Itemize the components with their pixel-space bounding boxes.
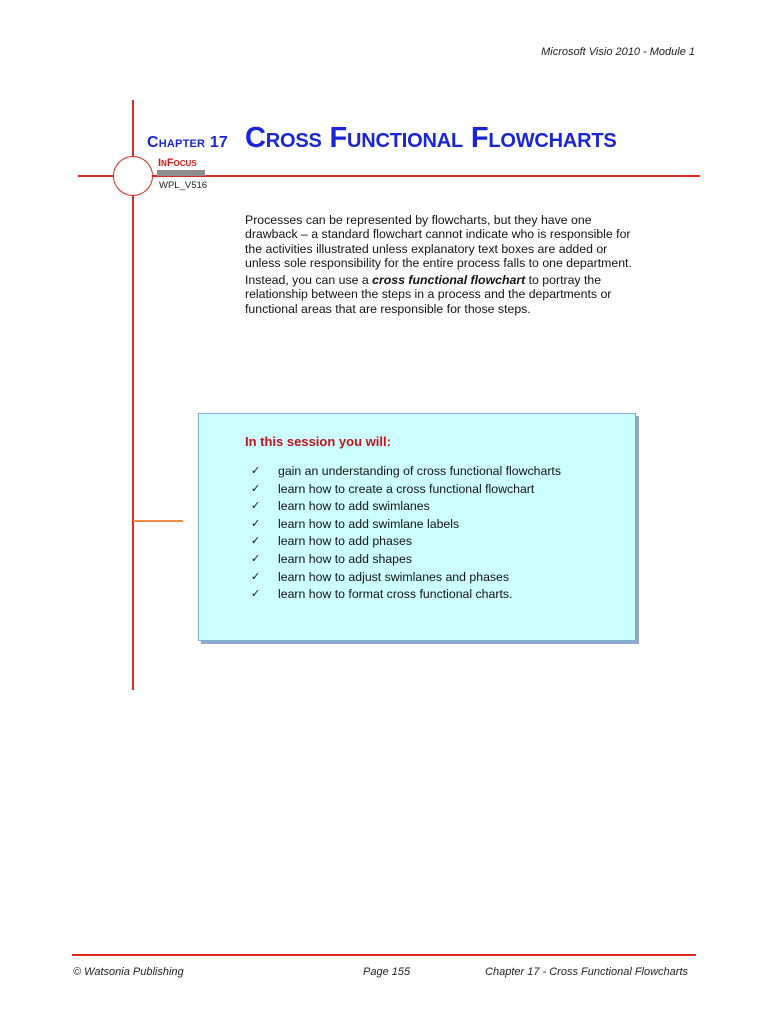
footer-rule bbox=[72, 954, 696, 956]
list-item: ✓ learn how to format cross functional charts. bbox=[251, 586, 561, 604]
session-heading: In this session you will: bbox=[245, 434, 391, 449]
intro-p2-after: to portray the relationship between the steps in a process and the departments or functional areas that are responsible for those steps. bbox=[245, 273, 612, 316]
list-item: ✓ learn how to create a cross functional flowchart bbox=[251, 481, 561, 499]
list-item: ✓ learn how to add swimlane labels bbox=[251, 516, 561, 534]
list-item: ✓ learn how to adjust swimlanes and phases bbox=[251, 569, 561, 587]
checkmark-icon: ✓ bbox=[251, 517, 261, 530]
chapter-label: Chapter 17 bbox=[147, 134, 229, 151]
checkmark-icon: ✓ bbox=[251, 535, 261, 548]
page-title: Cross Functional Flowcharts bbox=[245, 122, 617, 154]
intro-paragraph-1: Processes can be represented by flowcharts, but they have one drawback – a standard flowchart cannot indicate who is responsible for the activities illustrated unless explanatory text boxes are added or unless sole responsibility for the entire process falls to one department. bbox=[245, 213, 632, 270]
infocus-bar bbox=[157, 170, 205, 176]
chapter-circle-marker bbox=[113, 156, 153, 196]
footer-page-number: Page 155 bbox=[363, 966, 411, 978]
margin-tick bbox=[133, 520, 183, 522]
intro-text bbox=[245, 213, 640, 319]
footer-chapter-title: Chapter 17 - Cross Functional Flowcharts bbox=[485, 966, 688, 978]
checkmark-icon: ✓ bbox=[251, 588, 261, 601]
intro-p2-emphasis: cross functional flowchart bbox=[372, 273, 526, 288]
running-header: Microsoft Visio 2010 - Module 1 bbox=[541, 46, 695, 58]
checkmark-icon: ✓ bbox=[251, 552, 261, 565]
intro-p2-before: Instead, you can use a bbox=[245, 273, 373, 288]
checkmark-icon: ✓ bbox=[251, 465, 261, 477]
list-item: ✓ learn how to add phases bbox=[251, 533, 561, 551]
session-objectives-box bbox=[198, 413, 636, 641]
checkmark-icon: ✓ bbox=[251, 500, 261, 513]
infocus-label: InFocus bbox=[158, 157, 197, 169]
session-objectives-list bbox=[251, 463, 561, 604]
checkmark-icon: ✓ bbox=[251, 482, 261, 495]
list-item: ✓ learn how to add swimlanes bbox=[251, 498, 561, 516]
footer-publisher: © Watsonia Publishing bbox=[73, 966, 184, 978]
list-item: ✓ gain an understanding of cross functional flowcharts bbox=[251, 463, 561, 481]
checkmark-icon: ✓ bbox=[251, 570, 261, 583]
course-code: WPL_V516 bbox=[159, 180, 208, 191]
list-item: ✓ learn how to add shapes bbox=[251, 551, 561, 569]
intro-paragraph-2 bbox=[245, 273, 640, 316]
